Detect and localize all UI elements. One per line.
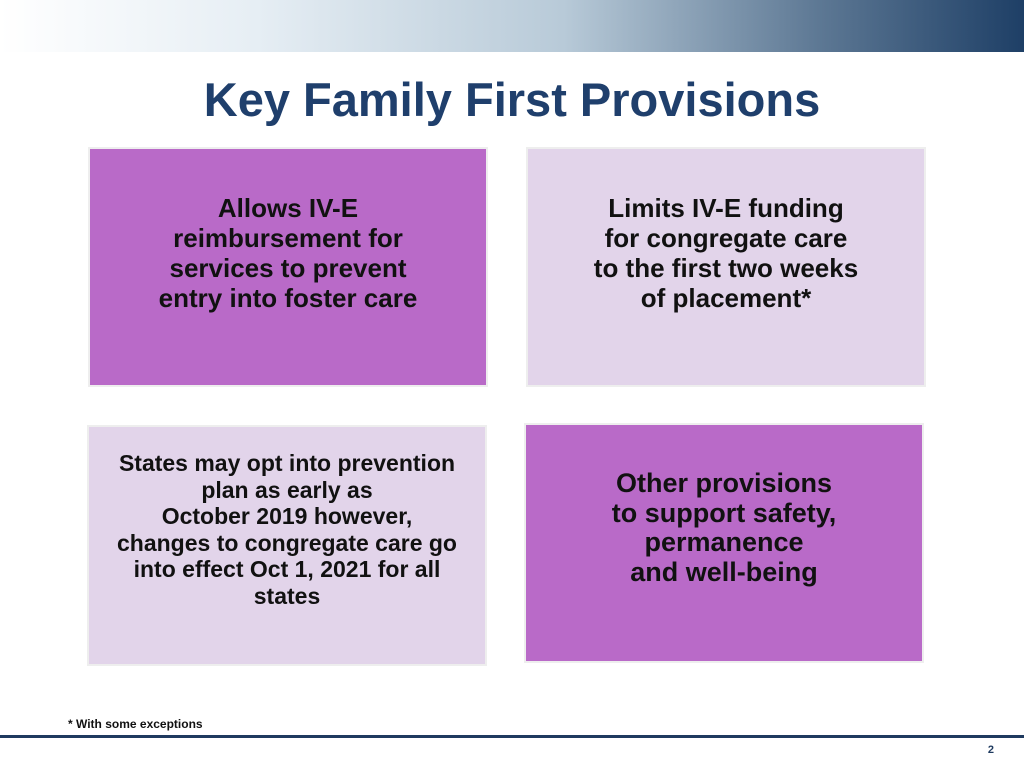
- provision-line: permanence: [644, 527, 804, 557]
- provision-line: of placement*: [640, 283, 812, 313]
- provision-box-congregate-care-limit: [526, 147, 926, 387]
- provision-line: into effect Oct 1, 2021 for all: [133, 556, 441, 582]
- provision-line: States may opt into prevention: [118, 450, 456, 476]
- footer-divider: [0, 735, 1024, 738]
- provision-line: and well-being: [630, 556, 818, 587]
- provision-line: October 2019 however,: [161, 503, 413, 529]
- provision-line: to support safety,: [611, 497, 837, 528]
- provision-line: entry into foster care: [158, 283, 418, 313]
- slide-title: Key Family First Provisions: [203, 73, 821, 126]
- provision-line: services to prevent: [169, 253, 407, 283]
- provision-line: reimbursement for: [173, 223, 403, 253]
- provision-box-other-provisions: [524, 423, 924, 663]
- provision-line: changes to congregate care go: [117, 529, 457, 556]
- provision-line: for congregate care: [604, 223, 848, 253]
- provision-line: states: [253, 582, 321, 609]
- provision-box-text: [594, 193, 858, 313]
- header-gradient-band: [0, 0, 1024, 52]
- provision-line: Other provisions: [615, 468, 833, 498]
- provision-line: Limits IV-E funding: [608, 193, 844, 223]
- provision-box-iv-e-reimbursement: [88, 147, 488, 387]
- provision-box-text: [159, 193, 418, 313]
- provision-line: to the first two weeks: [593, 253, 859, 283]
- provision-box-text: [117, 450, 457, 609]
- footnote: * With some exceptions: [68, 717, 203, 731]
- provision-line: plan as early as: [201, 476, 373, 503]
- provision-line: Allows IV-E: [217, 193, 359, 223]
- page-number: 2: [987, 744, 994, 756]
- provision-box-text: [612, 469, 837, 587]
- provision-box-opt-in-timeline: [87, 425, 487, 666]
